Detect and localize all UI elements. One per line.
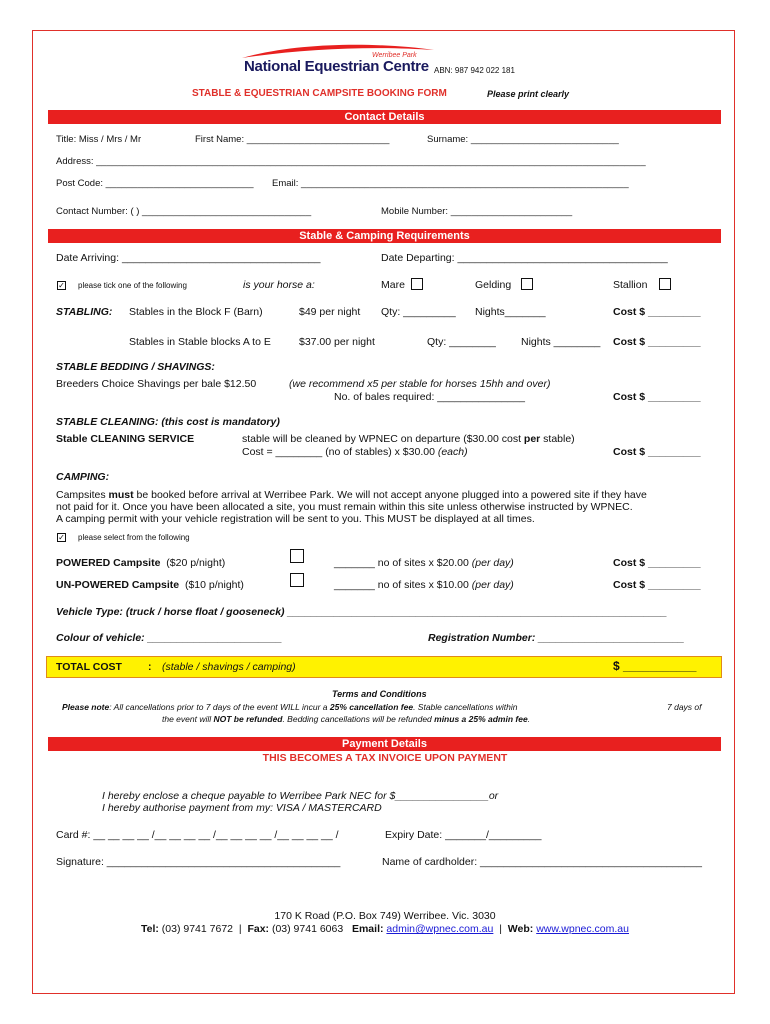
- vehicle-type-field[interactable]: Vehicle Type: (truck / horse float / gooseneck) _________________________________________________________________: [56, 606, 668, 618]
- camping-paragraph-1: Campsites must be booked before arrival at Werribee Park. We will not accept anyone plugged into a powered site if they have: [56, 489, 647, 501]
- cardholder-name-field[interactable]: Name of cardholder: ______________________________________: [382, 856, 702, 868]
- stallion-checkbox[interactable]: [659, 278, 671, 290]
- web-label: Web:: [507, 923, 534, 935]
- fax-number: (03) 9741 6063: [269, 923, 344, 935]
- fax-label: Fax:: [247, 923, 270, 935]
- mare-checkbox[interactable]: [411, 278, 423, 290]
- horse-question: is your horse a:: [243, 279, 315, 291]
- logo-title: National Equestrian Centre: [244, 58, 429, 75]
- requirements-bar: Stable & Camping Requirements: [48, 229, 721, 243]
- powered-campsite-checkbox[interactable]: [290, 549, 304, 563]
- camping-paragraph-3: A camping permit with your vehicle registration will be sent to you. This MUST be displayed at all times.: [56, 513, 535, 525]
- powered-cost[interactable]: Cost $ _________: [613, 557, 701, 569]
- authorise-line[interactable]: I hereby authorise payment from my: VISA / MASTERCARD: [102, 802, 382, 814]
- tel-number: (03) 9741 7672: [158, 923, 234, 935]
- block-f-cost[interactable]: Cost $ _________: [613, 306, 701, 318]
- block-f-nights[interactable]: Nights_______: [475, 306, 546, 318]
- contact-number-field[interactable]: Contact Number: ( ) ________________________________: [56, 206, 312, 217]
- block-ae-cost[interactable]: Cost $ _________: [613, 336, 701, 348]
- terms-title: Terms and Conditions: [332, 689, 427, 699]
- form-title: STABLE & EQUESTRIAN CAMPSITE BOOKING FORM: [192, 88, 447, 99]
- total-cost-label: TOTAL COST: [56, 661, 122, 673]
- camping-title: CAMPING:: [56, 471, 110, 483]
- block-ae-nights[interactable]: Nights ________: [521, 336, 601, 348]
- address-field[interactable]: Address: ________________________________________________________________________________________________________: [56, 156, 646, 167]
- terms-line-2: the event will NOT be refunded. Bedding cancellations will be refunded minus a 25% admin fee.: [162, 714, 531, 724]
- expiry-date-field[interactable]: Expiry Date: _______/_________: [385, 829, 542, 841]
- tick-hint: please tick one of the following: [78, 281, 187, 290]
- footer-address: 170 K Road (P.O. Box 749) Werribee. Vic. 3030: [274, 910, 496, 922]
- email-link[interactable]: admin@wpnec.com.au: [386, 923, 494, 935]
- block-f-label: Stables in the Block F (Barn): [129, 306, 263, 318]
- check-icon: ✓: [58, 533, 65, 542]
- print-note: Please print clearly: [487, 89, 570, 99]
- terms-line-1: Please note: All cancellations prior to 7 days of the event WILL incur a 25% cancellation fee. Stable cancellations within: [62, 702, 518, 712]
- total-cost-value[interactable]: $ ___________: [613, 659, 697, 673]
- block-f-qty[interactable]: Qty: _________: [381, 306, 456, 318]
- footer-contacts: Tel: (03) 9741 7672 | Fax: (03) 9741 6063 Email: admin@wpnec.com.au | Web: www.wpnec.com.au: [140, 923, 629, 935]
- unpowered-campsite-checkbox[interactable]: [290, 573, 304, 587]
- bedding-cost[interactable]: Cost $ _________: [613, 391, 701, 403]
- gelding-checkbox[interactable]: [521, 278, 533, 290]
- select-hint: please select from the following: [78, 533, 190, 542]
- payment-details-bar: Payment Details: [48, 737, 721, 751]
- stabling-label: STABLING:: [56, 306, 113, 318]
- registration-field[interactable]: Registration Number: _________________________: [428, 632, 685, 644]
- logo-subtitle: Werribee Park: [372, 52, 417, 59]
- block-f-price: $49 per night: [299, 306, 361, 318]
- mare-label: Mare: [381, 279, 405, 291]
- signature-field[interactable]: Signature: ________________________________________: [56, 856, 341, 868]
- gelding-label: Gelding: [475, 279, 512, 291]
- tax-invoice-notice: THIS BECOMES A TAX INVOICE UPON PAYMENT: [262, 752, 508, 764]
- powered-campsite-label: POWERED Campsite ($20 p/night): [56, 557, 226, 569]
- mobile-number-field[interactable]: Mobile Number: _______________________: [381, 206, 573, 217]
- cleaning-title: STABLE CLEANING: (this cost is mandatory): [56, 416, 280, 428]
- bedding-price: Breeders Choice Shavings per bale $12.50: [56, 378, 257, 390]
- post-code-field[interactable]: Post Code: ____________________________: [56, 178, 254, 189]
- terms-line-1-end: 7 days of: [667, 702, 702, 712]
- vehicle-colour-field[interactable]: Colour of vehicle: _______________________: [56, 632, 282, 644]
- cleaning-description: stable will be cleaned by WPNEC on departure ($30.00 cost per stable): [242, 433, 575, 445]
- cheque-line[interactable]: I hereby enclose a cheque payable to Werribee Park NEC for $________________or: [102, 790, 499, 802]
- bales-required-field[interactable]: No. of bales required: _______________: [334, 391, 525, 403]
- stallion-label: Stallion: [613, 279, 648, 291]
- cleaning-cost-calc[interactable]: Cost = ________ (no of stables) x $30.00 (each): [242, 446, 468, 458]
- card-number-field[interactable]: Card #: __ __ __ __ /__ __ __ __ /__ __ __ __ /__ __ __ __ /: [56, 829, 339, 841]
- title-field[interactable]: Title: Miss / Mrs / Mr: [56, 134, 142, 145]
- block-ae-qty[interactable]: Qty: ________: [427, 336, 496, 348]
- check-icon: ✓: [58, 281, 65, 290]
- cleaning-cost[interactable]: Cost $ _________: [613, 446, 701, 458]
- first-name-field[interactable]: First Name: ___________________________: [195, 134, 390, 145]
- bedding-note: (we recommend x5 per stable for horses 15hh and over): [289, 378, 551, 390]
- block-ae-price: $37.00 per night: [299, 336, 375, 348]
- total-cost-colon: :: [148, 661, 152, 673]
- unpowered-sites-field[interactable]: _______ no of sites x $10.00 (per day): [334, 579, 514, 591]
- camping-paragraph-2: not paid for it. Once you have been allocated a site, you must remain within this site unless otherwise instructed by WPNEC.: [56, 501, 633, 513]
- contact-details-bar: Contact Details: [48, 110, 721, 124]
- total-cost-note: (stable / shavings / camping): [162, 661, 296, 673]
- date-arriving-field[interactable]: Date Arriving: __________________________________: [56, 252, 321, 264]
- bedding-title: STABLE BEDDING / SHAVINGS:: [56, 361, 215, 373]
- powered-sites-field[interactable]: _______ no of sites x $20.00 (per day): [334, 557, 514, 569]
- block-ae-label: Stables in Stable blocks A to E: [129, 336, 271, 348]
- web-link[interactable]: www.wpnec.com.au: [536, 923, 629, 935]
- unpowered-cost[interactable]: Cost $ _________: [613, 579, 701, 591]
- abn-number: ABN: 987 942 022 181: [434, 66, 515, 75]
- email-field[interactable]: Email: ______________________________________________________________: [272, 178, 629, 189]
- email-label: Email:: [351, 923, 384, 935]
- date-departing-field[interactable]: Date Departing: ____________________________________: [381, 252, 668, 264]
- surname-field[interactable]: Surname: ____________________________: [427, 134, 619, 145]
- cleaning-service-label: Stable CLEANING SERVICE: [56, 433, 195, 445]
- tel-label: Tel:: [140, 923, 159, 935]
- unpowered-campsite-label: UN-POWERED Campsite ($10 p/night): [56, 579, 244, 591]
